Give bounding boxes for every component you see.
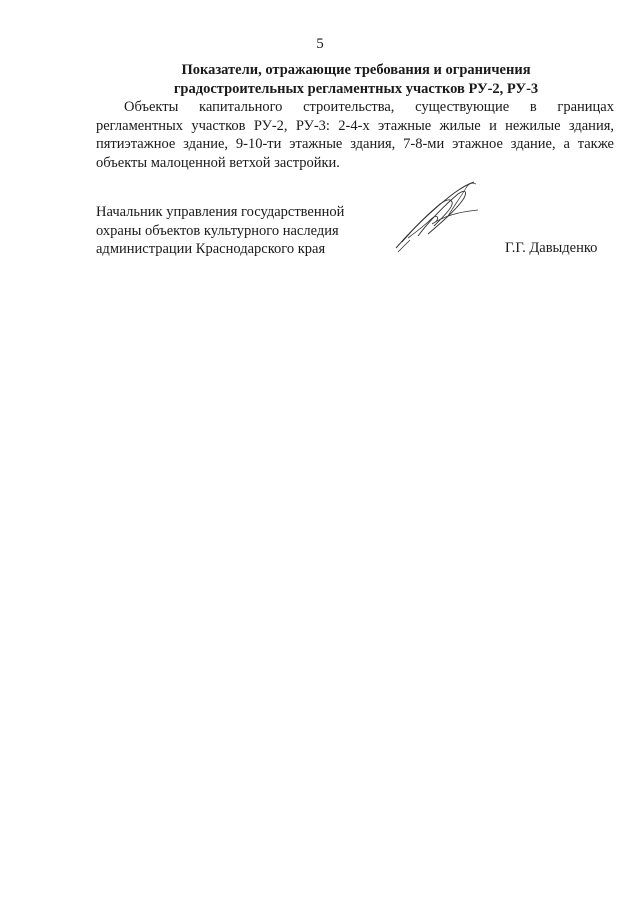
page-number: 5 (316, 36, 324, 52)
document-heading (96, 61, 616, 99)
heading-line-2: градостроительных регламентных участков РУ-2, РУ-3 (173, 81, 539, 97)
signatory-title-line-2: охраны объектов культурного наследия (96, 222, 339, 239)
handwritten-signature (388, 176, 488, 256)
signatory-title (96, 203, 344, 259)
signatory-name: Г.Г. Давыденко (505, 240, 598, 256)
body-paragraph: Объекты капитального строительства, существующие в границах регламентных участков РУ-2, РУ-3: 2-4-х этажные жилые и нежилые здания, пятиэтажное здание, 9-10-ти этажные здания, 7-8-ми этажное здание, а также объекты малоценной ветхой застройки. (96, 99, 614, 171)
signatory-title-line-1: Начальник управления государственной (96, 204, 345, 220)
heading-line-1: Показатели, отражающие требования и ограничения (181, 62, 531, 78)
signatory-title-line-3: администрации Краснодарского края (96, 241, 326, 257)
